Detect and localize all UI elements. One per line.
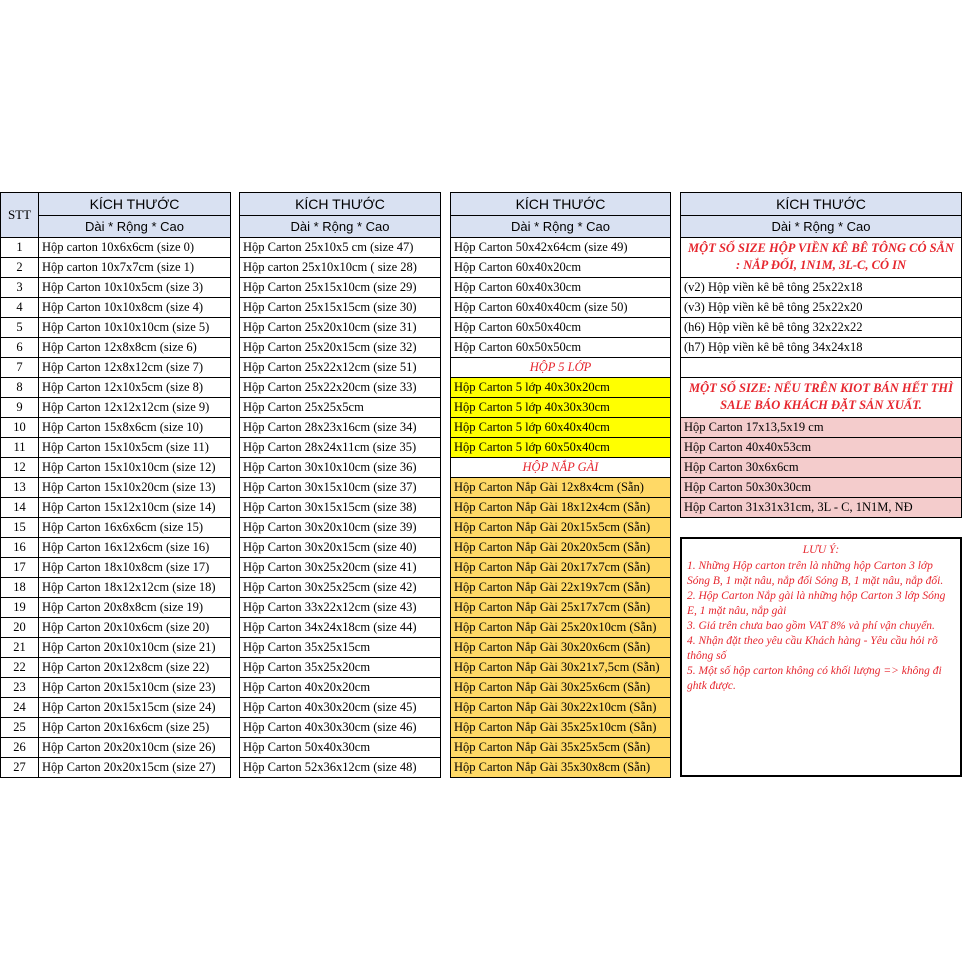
table-cell[interactable]: Hộp Carton 60x40x40cm (size 50) [450, 298, 671, 318]
table-cell[interactable]: Hộp Carton 12x10x5cm (size 8) [39, 378, 231, 398]
table-cell[interactable]: Hộp Carton Nắp Gài 25x20x10cm (Sẵn) [450, 618, 671, 638]
col2-header-title[interactable]: KÍCH THƯỚC [239, 192, 441, 216]
notes-lines [687, 559, 955, 694]
table-cell[interactable]: (h7) Hộp viền kê bê tông 34x24x18 [680, 338, 962, 358]
row-number[interactable]: 5 [1, 318, 39, 338]
table-cell[interactable]: Hộp Carton Nắp Gài 22x19x7cm (Sẵn) [450, 578, 671, 598]
price-sheet [0, 192, 973, 778]
section-heading[interactable]: HỘP 5 LỚP [450, 358, 671, 378]
table-cell[interactable]: Hộp Carton Nắp Gài 20x15x5cm (Sẵn) [450, 518, 671, 538]
note-line: 5. Một số hộp carton không có khối lượng => không đi ghtk được. [687, 665, 942, 692]
table-cell[interactable]: Hộp Carton Nắp Gài 30x25x6cm (Sẵn) [450, 678, 671, 698]
table-cell[interactable]: Hộp Carton 40x30x20cm (size 45) [239, 698, 441, 718]
row-number[interactable]: 12 [1, 458, 39, 478]
table-cell[interactable]: Hộp carton 25x10x10cm ( size 28) [239, 258, 441, 278]
table-cell[interactable]: Hộp Carton 12x8x12cm (size 7) [39, 358, 231, 378]
table-cell[interactable]: Hộp Carton 25x20x10cm (size 31) [239, 318, 441, 338]
row-number[interactable]: 4 [1, 298, 39, 318]
table-cell[interactable]: Hộp Carton 30x20x10cm (size 39) [239, 518, 441, 538]
row-number[interactable]: 7 [1, 358, 39, 378]
col3-header-title[interactable]: KÍCH THƯỚC [450, 192, 671, 216]
table-cell[interactable]: Hộp Carton 20x10x10cm (size 21) [39, 638, 231, 658]
table-cell[interactable]: Hộp Carton 35x25x20cm [239, 658, 441, 678]
table-cell[interactable]: (h6) Hộp viền kê bê tông 32x22x22 [680, 318, 962, 338]
row-number[interactable]: 13 [1, 478, 39, 498]
table-cell[interactable]: Hộp Carton 20x16x6cm (size 25) [39, 718, 231, 738]
row-number[interactable]: 16 [1, 538, 39, 558]
table-cell[interactable]: Hộp Carton 30x25x25cm (size 42) [239, 578, 441, 598]
table-cell[interactable]: Hộp Carton Nắp Gài 35x25x5cm (Sẵn) [450, 738, 671, 758]
col4-header-dims[interactable]: Dài * Rộng * Cao [680, 216, 962, 238]
table-cell[interactable]: Hộp Carton 25x15x10cm (size 29) [239, 278, 441, 298]
table-cell[interactable]: Hộp Carton 31x31x31cm, 3L - C, 1N1M, NĐ [680, 498, 962, 518]
table-cell[interactable]: Hộp Carton 18x12x12cm (size 18) [39, 578, 231, 598]
row-number[interactable]: 24 [1, 698, 39, 718]
row-number[interactable]: 15 [1, 518, 39, 538]
table-cell[interactable]: Hộp Carton 17x13,5x19 cm [680, 418, 962, 438]
concrete-box-note: MỘT SỐ SIZE HỘP VIỀN KÊ BÊ TÔNG CÓ SẴN : NẮP ĐỐI, 1N1M, 3L-C, CÓ IN [680, 238, 962, 278]
table-cell[interactable]: Hộp Carton Nắp Gài 18x12x4cm (Sẵn) [450, 498, 671, 518]
col4-header-title[interactable]: KÍCH THƯỚC [680, 192, 962, 216]
table-cell[interactable]: Hộp Carton Nắp Gài 12x8x4cm (Sẵn) [450, 478, 671, 498]
table-cell[interactable]: Hộp Carton 30x20x15cm (size 40) [239, 538, 441, 558]
row-number[interactable]: 10 [1, 418, 39, 438]
table-cell[interactable]: Hộp Carton 5 lớp 60x40x40cm [450, 418, 671, 438]
table-cell[interactable]: Hộp Carton 15x12x10cm (size 14) [39, 498, 231, 518]
table-cell[interactable]: Hộp Carton Nắp Gài 20x20x5cm (Sẵn) [450, 538, 671, 558]
row-number[interactable]: 22 [1, 658, 39, 678]
table-cell[interactable]: Hộp Carton 50x40x30cm [239, 738, 441, 758]
row-number[interactable]: 11 [1, 438, 39, 458]
table-cell[interactable]: Hộp Carton 50x30x30cm [680, 478, 962, 498]
table-cell[interactable]: Hộp Carton Nắp Gài 30x20x6cm (Sẵn) [450, 638, 671, 658]
note-line: 1. Những Hộp carton trên là những hộp Carton 3 lớp Sóng B, 1 mặt nâu, nắp đối Sóng B, 1 mặt nâu, nắp đối. [687, 560, 944, 587]
table-cell[interactable]: Hộp Carton 35x25x15cm [239, 638, 441, 658]
row-number[interactable]: 26 [1, 738, 39, 758]
row-number[interactable]: 14 [1, 498, 39, 518]
table-cell[interactable]: Hộp Carton 40x20x20cm [239, 678, 441, 698]
row-number[interactable]: 23 [1, 678, 39, 698]
row-number[interactable]: 27 [1, 758, 39, 778]
table-cell[interactable]: Hộp Carton 10x10x10cm (size 5) [39, 318, 231, 338]
table-cell[interactable]: Hộp Carton 20x15x10cm (size 23) [39, 678, 231, 698]
table-cell[interactable]: Hộp Carton 10x10x5cm (size 3) [39, 278, 231, 298]
row-number[interactable]: 21 [1, 638, 39, 658]
table-cell[interactable]: Hộp Carton Nắp Gài 35x25x10cm (Sẵn) [450, 718, 671, 738]
table-cell[interactable]: Hộp Carton 12x8x8cm (size 6) [39, 338, 231, 358]
table-cell[interactable]: Hộp Carton 40x30x30cm (size 46) [239, 718, 441, 738]
table-cell[interactable]: Hộp Carton 40x40x53cm [680, 438, 962, 458]
table-cell[interactable]: Hộp Carton 30x15x10cm (size 37) [239, 478, 441, 498]
table-cell[interactable]: Hộp Carton 30x25x20cm (size 41) [239, 558, 441, 578]
row-number[interactable]: 6 [1, 338, 39, 358]
table-cell[interactable]: Hộp Carton 12x12x12cm (size 9) [39, 398, 231, 418]
row-number[interactable]: 17 [1, 558, 39, 578]
blank-cell [680, 358, 962, 378]
table-cell[interactable]: Hộp Carton Nắp Gài 20x17x7cm (Sẵn) [450, 558, 671, 578]
table-cell[interactable]: Hộp Carton 33x22x12cm (size 43) [239, 598, 441, 618]
table-cell[interactable]: Hộp Carton 25x15x15cm (size 30) [239, 298, 441, 318]
table-cell[interactable]: Hộp Carton 15x10x20cm (size 13) [39, 478, 231, 498]
table-cell[interactable]: Hộp Carton 15x8x6cm (size 10) [39, 418, 231, 438]
table-cell[interactable]: Hộp Carton 25x20x15cm (size 32) [239, 338, 441, 358]
table-cell[interactable]: Hộp Carton 30x15x15cm (size 38) [239, 498, 441, 518]
col3-header-dims[interactable]: Dài * Rộng * Cao [450, 216, 671, 238]
row-number[interactable]: 1 [1, 238, 39, 258]
table-cell[interactable]: Hộp Carton 20x20x15cm (size 27) [39, 758, 231, 778]
table-cell[interactable]: Hộp Carton 25x10x5 cm (size 47) [239, 238, 441, 258]
table-cell[interactable]: Hộp Carton 20x12x8cm (size 22) [39, 658, 231, 678]
table-cell[interactable]: Hộp Carton 50x42x64cm (size 49) [450, 238, 671, 258]
row-number[interactable]: 3 [1, 278, 39, 298]
stt-header[interactable]: STT [1, 192, 39, 238]
table-cell[interactable]: Hộp Carton Nắp Gài 25x17x7cm (Sẵn) [450, 598, 671, 618]
table-cell[interactable]: Hộp Carton 20x8x8cm (size 19) [39, 598, 231, 618]
table-cell[interactable]: Hộp Carton 60x40x20cm [450, 258, 671, 278]
table-cell[interactable]: Hộp Carton 10x10x8cm (size 4) [39, 298, 231, 318]
note-line: 3. Giá trên chưa bao gồm VAT 8% và phí vận chuyển. [687, 620, 935, 632]
row-number[interactable]: 20 [1, 618, 39, 638]
row-number[interactable]: 2 [1, 258, 39, 278]
table-cell[interactable]: Hộp Carton 25x25x5cm [239, 398, 441, 418]
col1-header-title[interactable]: KÍCH THƯỚC [39, 192, 231, 216]
table-cell[interactable]: Hộp Carton 18x10x8cm (size 17) [39, 558, 231, 578]
table-cell[interactable]: (v2) Hộp viền kê bê tông 25x22x18 [680, 278, 962, 298]
table-cell[interactable]: Hộp Carton Nắp Gài 35x30x8cm (Sẵn) [450, 758, 671, 778]
table-cell[interactable]: Hộp Carton 5 lớp 40x30x30cm [450, 398, 671, 418]
table-cell[interactable]: Hộp Carton Nắp Gài 30x21x7,5cm (Sẵn) [450, 658, 671, 678]
notes-box [680, 537, 962, 777]
row-number[interactable]: 18 [1, 578, 39, 598]
row-number[interactable]: 9 [1, 398, 39, 418]
table-cell[interactable]: Hộp Carton 15x10x10cm (size 12) [39, 458, 231, 478]
col1-header-dims[interactable]: Dài * Rộng * Cao [39, 216, 231, 238]
table-cell[interactable]: Hộp Carton 20x20x10cm (size 26) [39, 738, 231, 758]
table-cell[interactable]: Hộp Carton 60x40x30cm [450, 278, 671, 298]
table-cell[interactable]: Hộp Carton 5 lớp 60x50x40cm [450, 438, 671, 458]
table-cell[interactable]: (v3) Hộp viền kê bê tông 25x22x20 [680, 298, 962, 318]
table-cell[interactable]: Hộp carton 10x6x6cm (size 0) [39, 238, 231, 258]
table-cell[interactable]: Hộp Carton 20x10x6cm (size 20) [39, 618, 231, 638]
table-cell[interactable]: Hộp Carton 28x23x16cm (size 34) [239, 418, 441, 438]
table-cell[interactable]: Hộp Carton 5 lớp 40x30x20cm [450, 378, 671, 398]
table-cell[interactable]: Hộp Carton 60x50x50cm [450, 338, 671, 358]
table-cell[interactable]: Hộp Carton 34x24x18cm (size 44) [239, 618, 441, 638]
table-cell[interactable]: Hộp Carton Nắp Gài 30x22x10cm (Sẵn) [450, 698, 671, 718]
table-cell[interactable]: Hộp Carton 25x22x12cm (size 51) [239, 358, 441, 378]
table-cell[interactable]: Hộp Carton 25x22x20cm (size 33) [239, 378, 441, 398]
row-number[interactable]: 19 [1, 598, 39, 618]
table-cell[interactable]: Hộp Carton 30x10x10cm (size 36) [239, 458, 441, 478]
table-cell[interactable]: Hộp Carton 60x50x40cm [450, 318, 671, 338]
table-cell[interactable]: Hộp Carton 16x6x6cm (size 15) [39, 518, 231, 538]
row-number[interactable]: 8 [1, 378, 39, 398]
note-line: 2. Hộp Carton Nắp gài là những hộp Carton 3 lớp Sóng E, 1 mặt nâu, nắp gài [687, 590, 946, 617]
order-production-note: MỘT SỐ SIZE: NẾU TRÊN KIOT BÁN HẾT THÌ SALE BÁO KHÁCH ĐẶT SẢN XUẤT. [680, 378, 962, 418]
col2-header-dims[interactable]: Dài * Rộng * Cao [239, 216, 441, 238]
note-line: 4. Nhận đặt theo yêu cầu Khách hàng - Yêu cầu hỏi rõ thông số [687, 635, 938, 662]
table-cell[interactable]: Hộp Carton 16x12x6cm (size 16) [39, 538, 231, 558]
section-heading[interactable]: HỘP NẮP GÀI [450, 458, 671, 478]
table-cell[interactable]: Hộp Carton 20x15x15cm (size 24) [39, 698, 231, 718]
table-cell[interactable]: Hộp Carton 30x6x6cm [680, 458, 962, 478]
row-number[interactable]: 25 [1, 718, 39, 738]
notes-title: LƯU Ý: [802, 544, 840, 556]
table-cell[interactable]: Hộp Carton 15x10x5cm (size 11) [39, 438, 231, 458]
table-cell[interactable]: Hộp Carton 28x24x11cm (size 35) [239, 438, 441, 458]
table-cell[interactable]: Hộp Carton 52x36x12cm (size 48) [239, 758, 441, 778]
table-cell[interactable]: Hộp carton 10x7x7cm (size 1) [39, 258, 231, 278]
